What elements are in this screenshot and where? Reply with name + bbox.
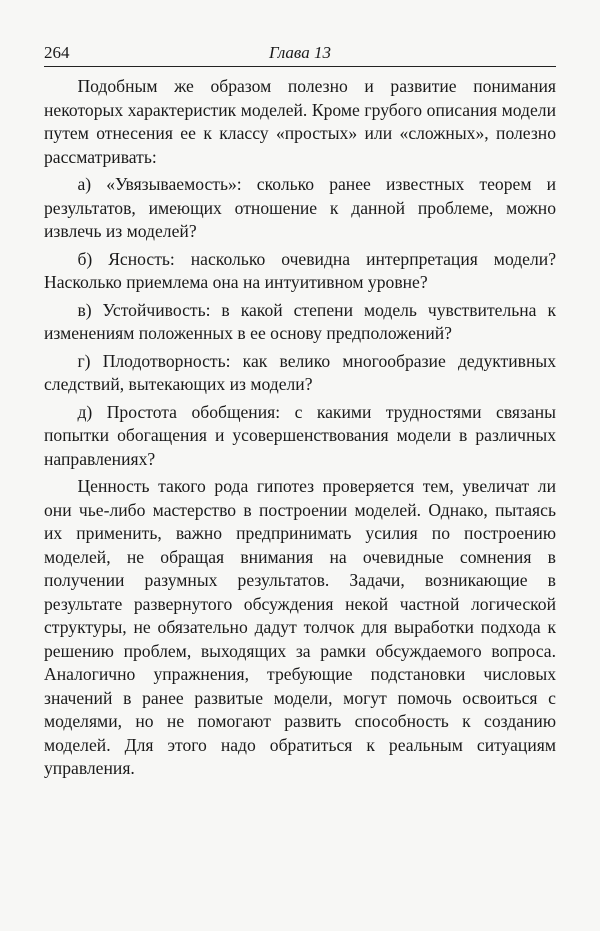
paragraph-intro: Подобным же образом полезно и развитие понимания некоторых характеристик моделей. Кроме грубого описания модели путем отнесения ее к классу «простых» или «сложных», полезно рассматривать:: [44, 76, 556, 167]
paragraph-item-g: г) Плодотворность: как велико многообразие дедуктивных следствий, вытекающих из модели?: [44, 350, 556, 394]
paragraph-item-b: б) Ясность: насколько очевидна интерпретация модели? Насколько приемлема она на интуитивном уровне?: [44, 248, 556, 292]
paragraph-item-d: д) Простота обобщения: с какими трудностями связаны попытки обогащения и усовершенствования модели в различных направлениях?: [44, 401, 556, 469]
page-number: 264: [44, 43, 70, 62]
paragraph-item-v: в) Устойчивость: в какой степени модель чувствительна к изменениям положенных в ее основу предположений?: [44, 299, 556, 343]
paragraph-item-a: а) «Увязываемость»: сколько ранее известных теорем и результатов, имеющих отношение к данной проблеме, можно извлечь из моделей?: [44, 174, 556, 241]
paragraph-conclusion: Ценность такого рода гипотез проверяется тем, увеличат ли они чье-либо мастерство в построении моделей. Однако, пытаясь их применить, важно предпринимать усилия по построению моделей, не обращая внимания на очевидные сомнения в получении разумных результатов. Задачи, возникающие в результате развернутого обсуждения некой частной логической структуры, не обязательно дадут толчок для выработки подхода к решению проблем, выходящих за рамки обсуждаемого вопроса. Аналогично упражнения, требующие подстановки числовых значений в ранее развитые модели, могут помочь освоиться с моделями, но не помогают развить способность к созданию моделей. Для этого надо обратиться к реальным ситуациям управления.: [44, 476, 556, 778]
running-head: [44, 42, 556, 64]
body-text: [44, 75, 556, 781]
chapter-title: Глава 13: [269, 43, 331, 62]
book-page: [44, 42, 556, 781]
header-rule: [44, 66, 556, 67]
